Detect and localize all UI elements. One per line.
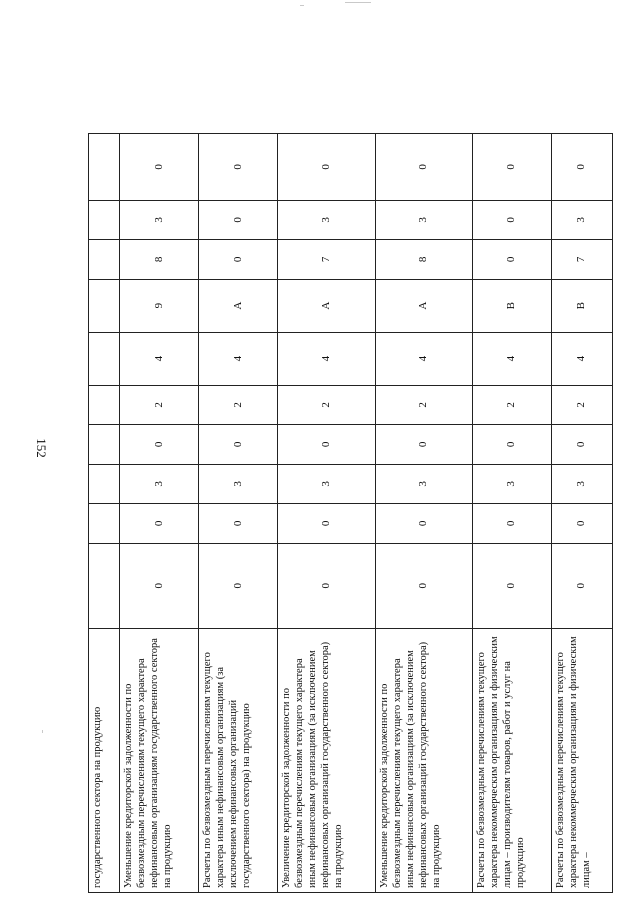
rotated-table [88,133,613,893]
row-description: Уменьшение кредиторской задолженности по безвозмездным перечислениям текущего характера нефинансовым организациям государственного сектора на продукцию [120,628,199,892]
code-cell: 0 [199,240,278,280]
row-description: Увеличение кредиторской задолженности по безвозмездным перечислениям текущего характера иным нефинансовым организациям (за исключением нефинансовых организаций государственного сектора) на продукцию [278,628,375,892]
code-cell [89,332,120,385]
code-cell: 3 [375,200,472,240]
table-row [278,134,375,893]
table-row [89,134,120,893]
page-number: 152 [34,438,49,458]
code-cell: 3 [551,464,612,504]
code-cell: А [199,279,278,332]
code-cell [89,385,120,425]
code-cell [89,425,120,465]
code-cell: 0 [120,543,199,628]
code-cell: 0 [278,543,375,628]
code-cell [89,543,120,628]
code-cell: 0 [375,425,472,465]
code-cell: 4 [278,332,375,385]
code-cell: 0 [199,200,278,240]
code-cell: 2 [375,385,472,425]
code-cell: 8 [375,240,472,280]
scan-mark-top [345,2,371,3]
code-cell: 0 [551,543,612,628]
code-cell: В [551,279,612,332]
code-cell: 4 [551,332,612,385]
code-cell: 0 [375,134,472,201]
code-cell [89,464,120,504]
code-cell [89,200,120,240]
code-cell: 2 [551,385,612,425]
code-cell: А [375,279,472,332]
code-cell: 3 [551,200,612,240]
scan-mark-left [42,730,43,733]
code-cell: 0 [120,504,199,544]
row-description: Расчеты по безвозмездным перечислениям текущего характера некоммерческим организациям и физическим лицам – [551,628,612,892]
code-cell: 0 [199,504,278,544]
code-cell: 2 [120,385,199,425]
table-row [551,134,612,893]
code-cell: 3 [120,464,199,504]
code-cell: 0 [120,425,199,465]
accounts-table [88,133,613,893]
code-cell: 4 [375,332,472,385]
code-cell: В [472,279,551,332]
table-row [120,134,199,893]
code-cell: 0 [472,134,551,201]
code-cell: 0 [278,425,375,465]
code-cell: А [278,279,375,332]
code-cell [89,279,120,332]
code-cell: 3 [375,464,472,504]
code-cell: 0 [551,504,612,544]
code-cell: 0 [199,543,278,628]
code-cell: 0 [375,543,472,628]
code-cell: 4 [199,332,278,385]
code-cell: 7 [278,240,375,280]
code-cell: 8 [120,240,199,280]
table-row [375,134,472,893]
code-cell: 3 [278,200,375,240]
table-row [199,134,278,893]
table-container [88,133,613,893]
code-cell: 3 [278,464,375,504]
code-cell: 2 [278,385,375,425]
code-cell [89,240,120,280]
code-cell: 0 [472,504,551,544]
code-cell: 0 [551,134,612,201]
code-cell [89,504,120,544]
code-cell: 0 [551,425,612,465]
code-cell [89,134,120,201]
code-cell: 4 [120,332,199,385]
row-description: Расчеты по безвозмездным перечислениям текущего характера иным нефинансовым организациям (за исключением нефинансовых организаций государственного сектора) на продукцию [199,628,278,892]
code-cell: 2 [199,385,278,425]
code-cell: 3 [472,464,551,504]
row-description: Уменьшение кредиторской задолженности по безвозмездным перечислениям текущего характера иным нефинансовым организациям (за исключением нефинансовых организаций государственного сектора) на продукцию [375,628,472,892]
code-cell: 0 [472,240,551,280]
code-cell: 0 [199,425,278,465]
code-cell: 0 [472,200,551,240]
row-description: Расчеты по безвозмездным перечислениям текущего характера некоммерческим организациям и физическим лицам – производителям товаров, работ и услуг на продукцию [472,628,551,892]
code-cell: 0 [199,134,278,201]
code-cell: 0 [278,504,375,544]
code-cell: 0 [278,134,375,201]
row-description: государственного сектора на продукцию [89,628,120,892]
code-cell: 0 [375,504,472,544]
code-cell: 4 [472,332,551,385]
code-cell: 3 [120,200,199,240]
code-cell: 0 [120,134,199,201]
scan-mark-top-2 [300,5,304,6]
code-cell: 9 [120,279,199,332]
code-cell: 0 [472,425,551,465]
code-cell: 7 [551,240,612,280]
code-cell: 2 [472,385,551,425]
code-cell: 3 [199,464,278,504]
table-row [472,134,551,893]
code-cell: 0 [472,543,551,628]
